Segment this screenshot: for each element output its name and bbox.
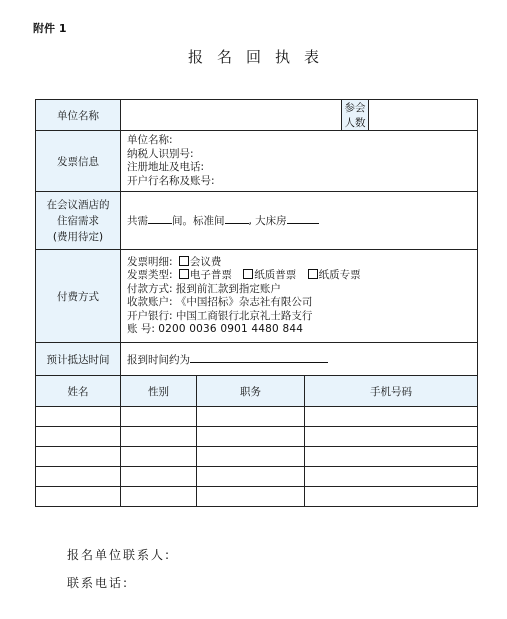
- hotel-need-label: [36, 192, 121, 250]
- hotel-standard-blank[interactable]: [225, 213, 249, 224]
- invoice-detail-line: [127, 256, 471, 270]
- paper-normal-option: 纸质普票: [254, 269, 297, 281]
- registration-form-table: [35, 99, 478, 507]
- attendee-gender-cell[interactable]: [121, 447, 197, 467]
- contact-phone-label: 联系电话:: [67, 576, 130, 590]
- attendee-gender-cell[interactable]: [121, 427, 197, 447]
- hotel-row: [36, 192, 478, 250]
- attendee-mobile-cell[interactable]: [305, 447, 478, 467]
- hotel-king-label: , 大床房: [248, 215, 287, 227]
- hotel-prefix: 共需: [127, 215, 148, 227]
- attendee-row: [36, 407, 478, 427]
- arrival-time-blank[interactable]: [190, 352, 328, 363]
- bank-name-text: 开户银行: 中国工商银行北京礼士路支行: [127, 309, 313, 322]
- invoice-type-label: 发票类型:: [127, 269, 173, 281]
- attendee-mobile-cell[interactable]: [305, 427, 478, 447]
- attachment-label: 附件 1: [33, 22, 67, 35]
- attendee-name-cell[interactable]: [36, 407, 121, 427]
- attendee-header-row: [36, 376, 478, 407]
- paper-normal-checkbox[interactable]: [243, 269, 253, 279]
- payment-method-text: 付款方式: 报到前汇款到指定账户: [127, 282, 281, 295]
- unit-name-input[interactable]: [121, 100, 342, 131]
- invoice-company-name: 单位名称:: [127, 134, 173, 146]
- invoice-detail-label: 发票明细:: [127, 255, 173, 268]
- e-invoice-checkbox[interactable]: [179, 269, 189, 279]
- arrival-time-field: [121, 343, 478, 376]
- arrival-time-text: 报到时间约为: [127, 353, 190, 366]
- header-name: 姓名: [36, 376, 121, 407]
- contact-person-label: 报名单位联系人:: [67, 548, 172, 562]
- e-invoice-option: 电子普票: [189, 269, 232, 281]
- arrival-row: [36, 343, 478, 376]
- invoice-info-field[interactable]: [121, 131, 478, 192]
- attendee-mobile-cell[interactable]: [305, 487, 478, 507]
- attendee-position-cell[interactable]: [197, 467, 305, 487]
- header-gender: 性别: [121, 376, 197, 407]
- hotel-rooms-blank[interactable]: [148, 213, 172, 224]
- attendee-name-cell[interactable]: [36, 487, 121, 507]
- arrival-time-label: 预计抵达时间: [36, 343, 121, 376]
- attendee-name-cell[interactable]: [36, 447, 121, 467]
- hotel-label-line-3: (费用待定): [52, 230, 104, 243]
- invoice-type-line: [127, 269, 471, 283]
- paper-special-option: 纸质专票: [318, 269, 361, 281]
- hotel-label-line-1: 在会议酒店的: [46, 198, 110, 211]
- attendee-position-cell[interactable]: [197, 447, 305, 467]
- participants-count-input[interactable]: [369, 100, 478, 131]
- header-mobile: 手机号码: [305, 376, 478, 407]
- attendee-gender-cell[interactable]: [121, 487, 197, 507]
- hotel-standard-label: 间。标准间: [172, 215, 225, 227]
- attendee-position-cell[interactable]: [197, 407, 305, 427]
- invoice-info-label: 发票信息: [36, 131, 121, 192]
- attendee-gender-cell[interactable]: [121, 467, 197, 487]
- payment-row: [36, 250, 478, 343]
- meeting-fee-option: 会议费: [189, 255, 222, 268]
- payee-account-text: 收款账户: 《中国招标》杂志社有限公司: [127, 296, 313, 308]
- attendee-row: [36, 427, 478, 447]
- account-number-line: [127, 323, 471, 337]
- paper-special-checkbox[interactable]: [308, 269, 318, 279]
- account-label: 账 号:: [127, 323, 155, 335]
- attendee-row: [36, 467, 478, 487]
- attendee-row: [36, 487, 478, 507]
- payment-method-label: 付费方式: [36, 250, 121, 343]
- attendee-position-cell[interactable]: [197, 487, 305, 507]
- hotel-label-line-2: 住宿需求: [57, 214, 99, 227]
- participants-count-label: 参会人数: [342, 100, 369, 131]
- attendee-mobile-cell[interactable]: [305, 467, 478, 487]
- attendee-gender-cell[interactable]: [121, 407, 197, 427]
- account-number: 0200 0036 0901 4480 844: [158, 323, 304, 335]
- meeting-fee-checkbox[interactable]: [179, 256, 189, 266]
- attendee-row: [36, 447, 478, 467]
- payment-details: [121, 250, 478, 343]
- invoice-bank-account: 开户行名称及账号:: [127, 174, 215, 187]
- attendee-name-cell[interactable]: [36, 427, 121, 447]
- hotel-king-blank[interactable]: [287, 213, 319, 224]
- hotel-need-field: [121, 192, 478, 250]
- invoice-address-phone: 注册地址及电话:: [127, 161, 205, 173]
- attendee-mobile-cell[interactable]: [305, 407, 478, 427]
- invoice-tax-id: 纳税人识别号:: [127, 147, 194, 160]
- header-position: 职务: [197, 376, 305, 407]
- invoice-row: [36, 131, 478, 192]
- attendee-name-cell[interactable]: [36, 467, 121, 487]
- attendee-position-cell[interactable]: [197, 427, 305, 447]
- unit-name-label: 单位名称: [36, 100, 121, 131]
- form-title: 报名回执表: [187, 48, 333, 66]
- unit-row: [36, 100, 478, 131]
